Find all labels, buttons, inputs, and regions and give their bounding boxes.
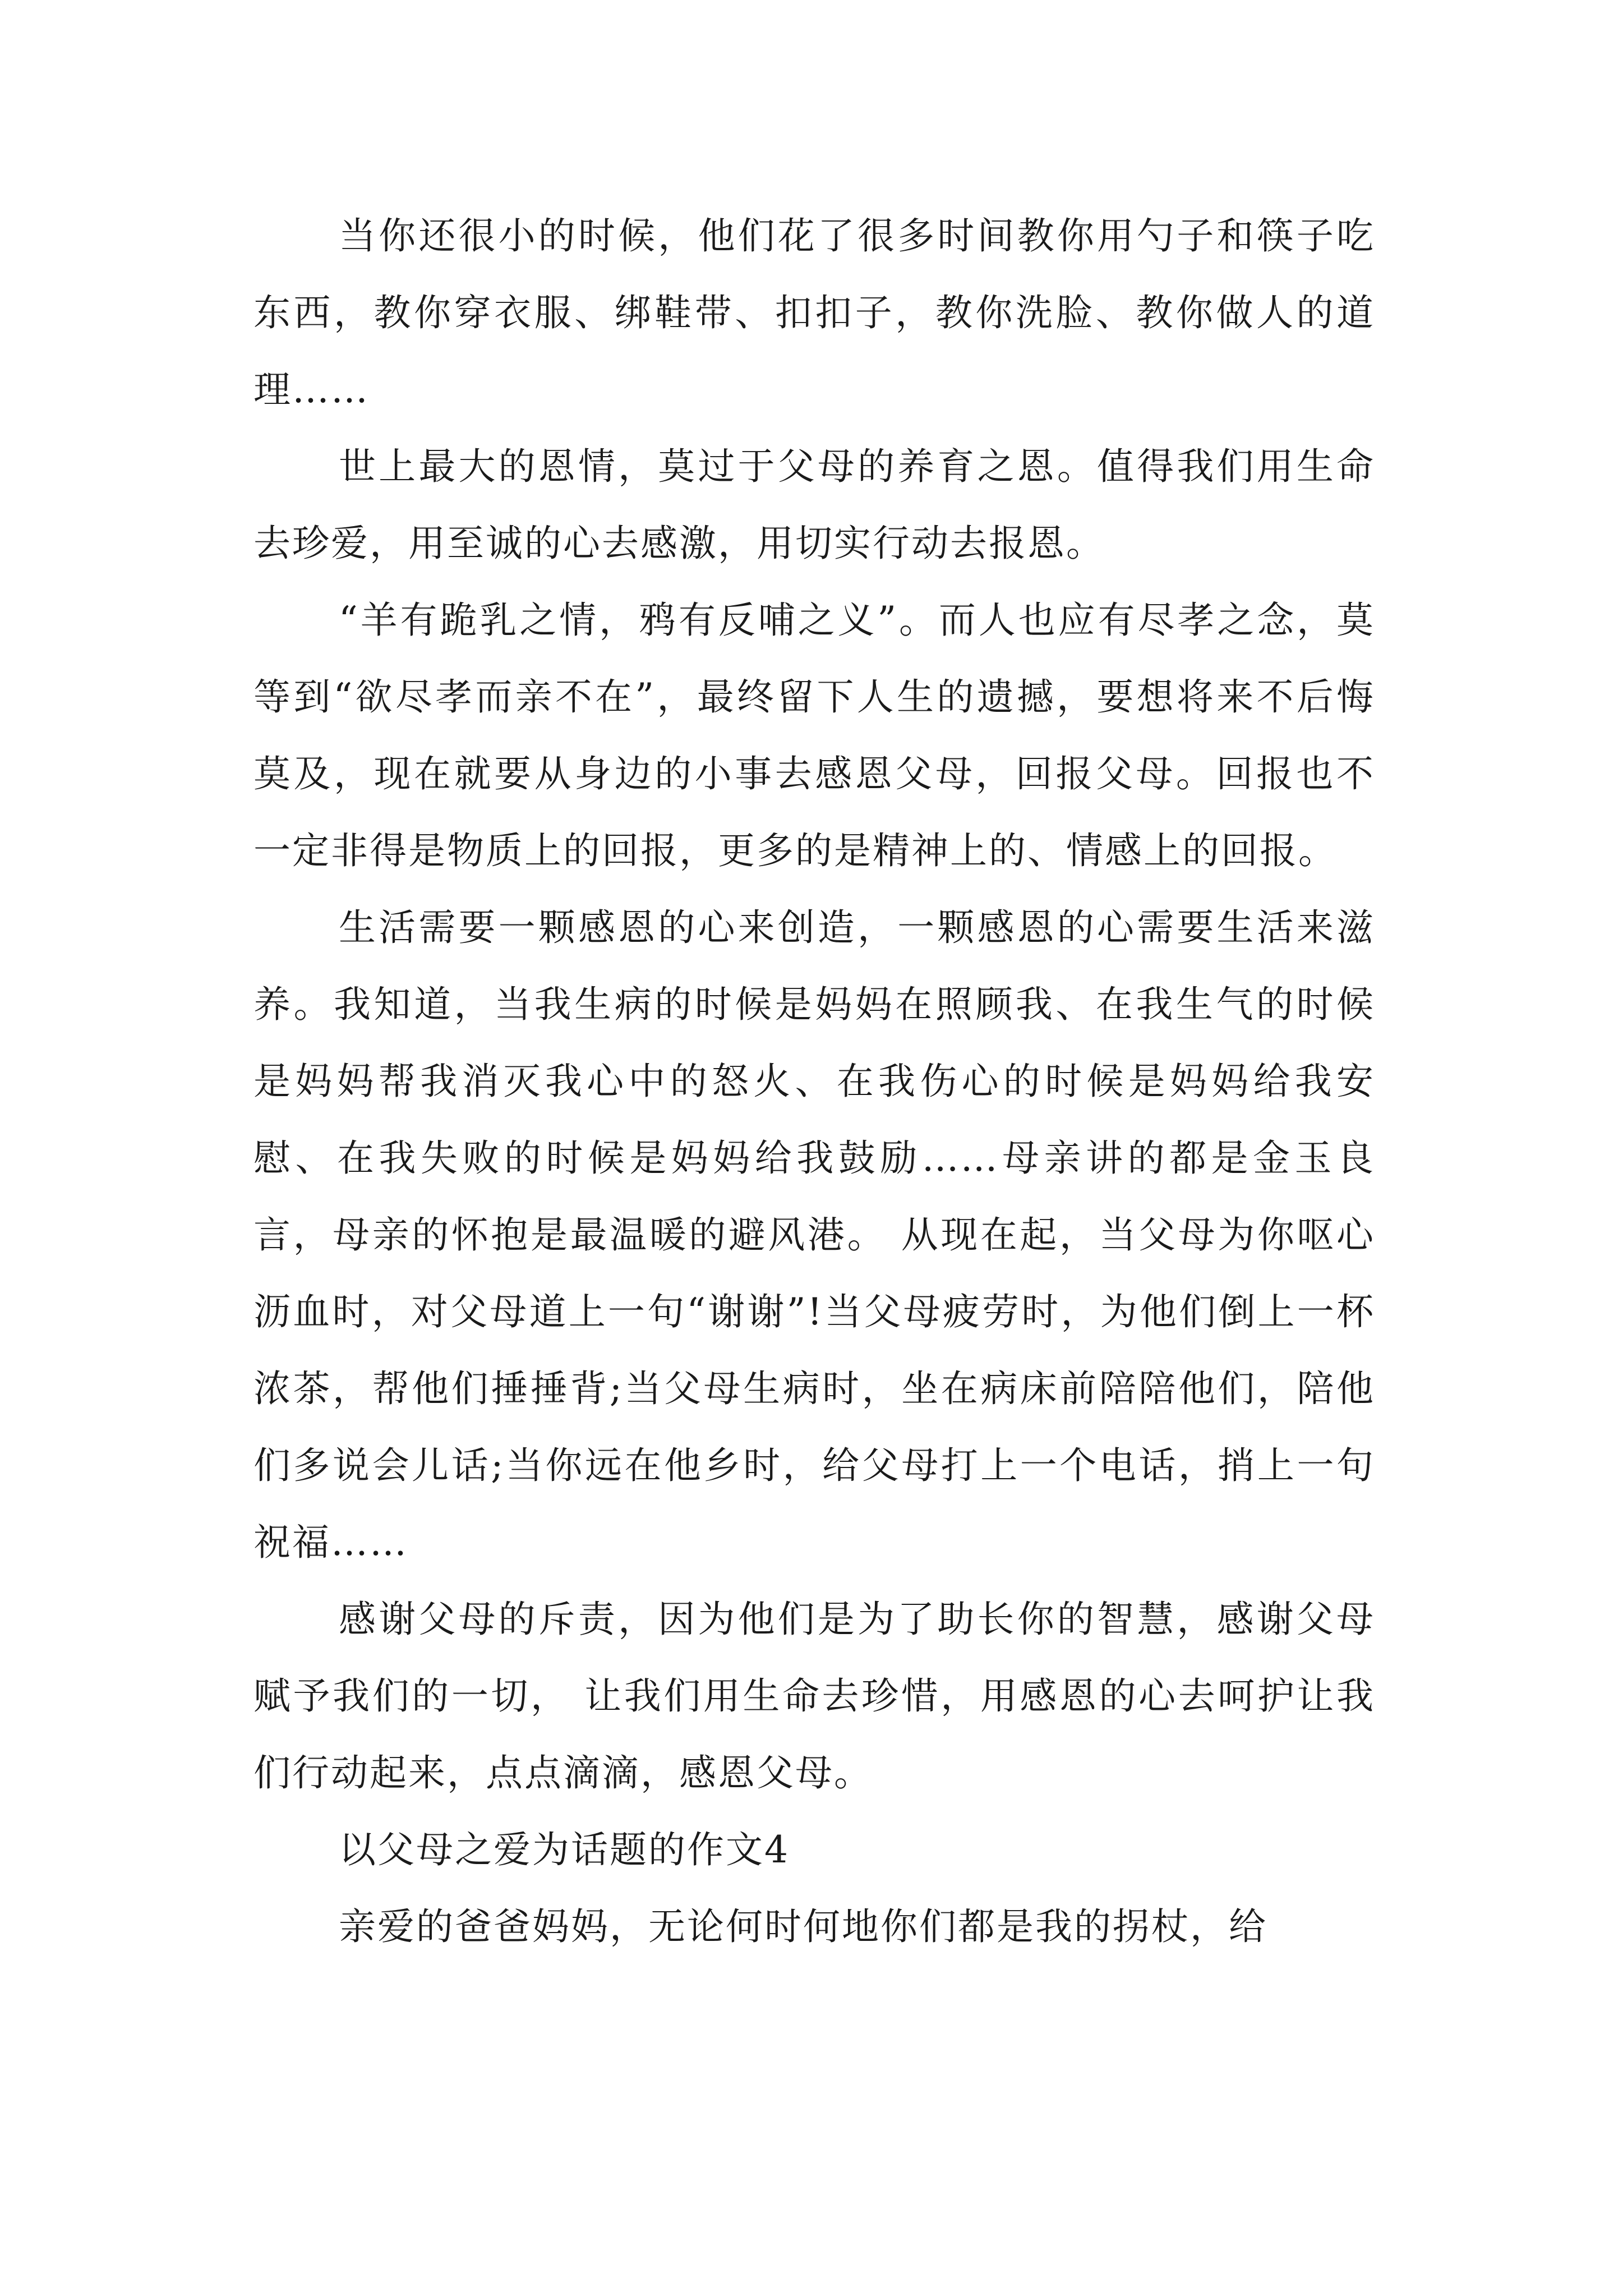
paragraph-4: 生活需要一颗感恩的心来创造，一颗感恩的心需要生活来滋养。我知道，当我生病的时候是妈妈在照顾我、在我生气的时候是妈妈帮我消灭我心中的怒火、在我伤心的时候是妈妈给我安慰、在我失败的时候是妈妈给我鼓励……母亲讲的都是金玉良言，母亲的怀抱是最温暖的避风港。 从现在起，当父母为你呕心沥血时，对父母道上一句“谢谢”!当父母疲劳时，为他们倒上一杯浓茶，帮他们捶捶背;当父母生病时，坐在病床前陪陪他们，陪他们多说会儿话;当你远在他乡时，给父母打上一个电话，捎上一句祝福…… (253, 906, 1375, 1564)
paragraph-5: 感谢父母的斥责，因为他们是为了助长你的智慧，感谢父母赋予我们的一切， 让我们用生命去珍惜，用感恩的心去呵护让我们行动起来，点点滴滴，感恩父母。 (253, 1598, 1375, 1795)
document-body (253, 197, 1375, 1965)
paragraph-1: 当你还很小的时候，他们花了很多时间教你用勺子和筷子吃东西，教你穿衣服、绑鞋带、扣扣子，教你洗脸、教你做人的道理…… (253, 214, 1375, 411)
paragraph-2: 世上最大的恩情，莫过于父母的养育之恩。值得我们用生命去珍爱，用至诚的心去感激，用切实行动去报恩。 (253, 445, 1375, 565)
section-heading: 以父母之爱为话题的作文4 (339, 1828, 790, 1871)
paragraph-3: “羊有跪乳之情，鸦有反哺之义”。而人也应有尽孝之念，莫等到“欲尽孝而亲不在”，最终留下人生的遗撼，要想将来不后悔莫及，现在就要从身边的小事去感恩父母，回报父母。回报也不一定非得是物质上的回报，更多的是精神上的、情感上的回报。 (253, 599, 1375, 872)
paragraph-6: 亲爱的爸爸妈妈，无论何时何地你们都是我的拐杖，给 (339, 1905, 1267, 1948)
